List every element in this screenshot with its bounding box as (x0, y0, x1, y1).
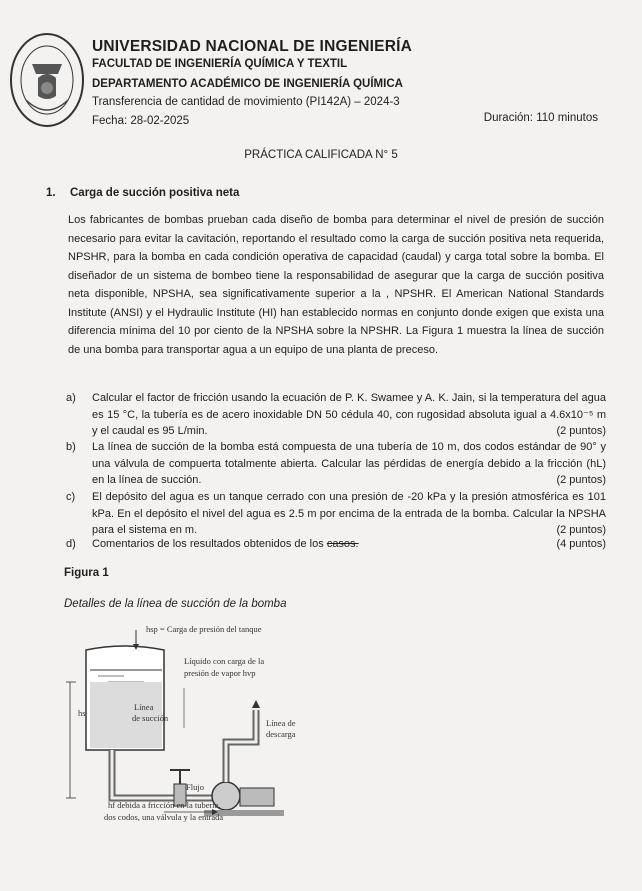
item-label-d: d) (66, 538, 76, 550)
department-name: DEPARTAMENTO ACADÉMICO DE INGENIERÍA QUÍMICA (92, 78, 403, 90)
practice-title: PRÁCTICA CALIFICADA N° 5 (244, 149, 398, 161)
item-label-b: b) (66, 441, 76, 453)
label-flow: Flujo (186, 782, 204, 792)
figure-heading: Figura 1 (64, 567, 109, 579)
question-number: 1. (46, 187, 56, 199)
exam-duration: Duración: 110 minutos (483, 112, 598, 124)
question-intro: Los fabricantes de bombas prueban cada diseño de bomba para determinar el nivel de presión de succión necesario para evitar la cavitación, reportando el resultado como la carga de succión positiva neta requerida, NPSHR, para la bomba en cada condición operativa de capacidad (caudal) y carga total sobre la bomba. El diseñador de un sistema de bombeo tiene la responsabilidad de asegurar que la carga de succión positiva neta disponible, NPSHA, sea significativamente superior a la , NPSHR. El American National Standards Institute (ANSI) y el Hydraulic Institute (HI) han establecido normas en conjunto donde exigen que exista una diferencia mínima del 10 por ciento de la NPSHA sobre la NPSHR. La Figura 1 muestra la línea de succión de una bomba para transportar agua a un equipo de una planta de preceso. (68, 214, 604, 356)
university-seal (8, 30, 86, 130)
item-c-text: El depósito del agua es un tanque cerrado con una presión de -20 kPa y la presión atmosférica es 101 kPa. En el depósito el nivel del agua es 2.5 m por encima de la entrada de la bomba. Calcular la NPSHA para el sistema en m. (92, 491, 606, 536)
label-discharge-2: descarga (266, 729, 296, 739)
item-b-text: La línea de succión de la bomba está compuesta de una tubería de 10 m, dos codos estándar de 90° y una válvula de compuerta totalmente abierta. Calcular las pérdidas de energía debido a la fricción (hL) en la línea de succión. (92, 441, 606, 486)
label-liquid-2: presión de vapor hvp (184, 668, 256, 678)
course-title: Transferencia de cantidad de movimiento (PI142A) – 2024-3 (92, 96, 400, 108)
label-discharge-1: Línea de (266, 718, 296, 728)
label-hs: hs (78, 708, 86, 718)
label-line-2: de succión (132, 713, 169, 723)
label-line-1: Línea (134, 702, 154, 712)
item-a-text: Calcular el factor de fricción usando la ecuación de P. K. Swamee y A. K. Jain, si la temperatura del agua es 15 °C, la tubería es de acero inoxidable DN 50 cédula 40, con rugosidad absoluta igual a 4.6x10⁻⁵ m y el caudal es 95 L/min. (92, 392, 606, 437)
item-b-points: (2 puntos) (556, 474, 606, 486)
label-friction-2: dos codos, una válvula y la entrada (104, 812, 224, 822)
item-d-text: Comentarios de los resultados obtenidos de los (92, 538, 324, 550)
label-liquid-1: Líquido con carga de la (184, 656, 265, 666)
figure-caption: Detalles de la línea de succión de la bomba (64, 598, 287, 610)
item-label-a: a) (66, 392, 76, 404)
item-c (92, 489, 606, 539)
question-title: Carga de succión positiva neta (70, 187, 240, 199)
label-friction-1: hf debida a fricción en la tubería, (108, 800, 221, 810)
item-d-struck: casos. (326, 538, 359, 550)
item-d-points: (4 puntos) (556, 538, 606, 550)
university-name: UNIVERSIDAD NACIONAL DE INGENIERÍA (92, 38, 412, 55)
exam-date: Fecha: 28-02-2025 (92, 115, 190, 127)
item-label-c: c) (66, 491, 76, 503)
item-d (92, 536, 606, 553)
faculty-name: FACULTAD DE INGENIERÍA QUÍMICA Y TEXTIL (92, 58, 348, 70)
label-hsp: hsp = Carga de presión del tanque (146, 624, 262, 634)
item-a (92, 390, 606, 440)
item-b (92, 439, 606, 489)
discharge-pipe (226, 710, 256, 782)
item-a-points: (2 puntos) (556, 425, 606, 437)
item-c-points: (2 puntos) (556, 524, 606, 536)
